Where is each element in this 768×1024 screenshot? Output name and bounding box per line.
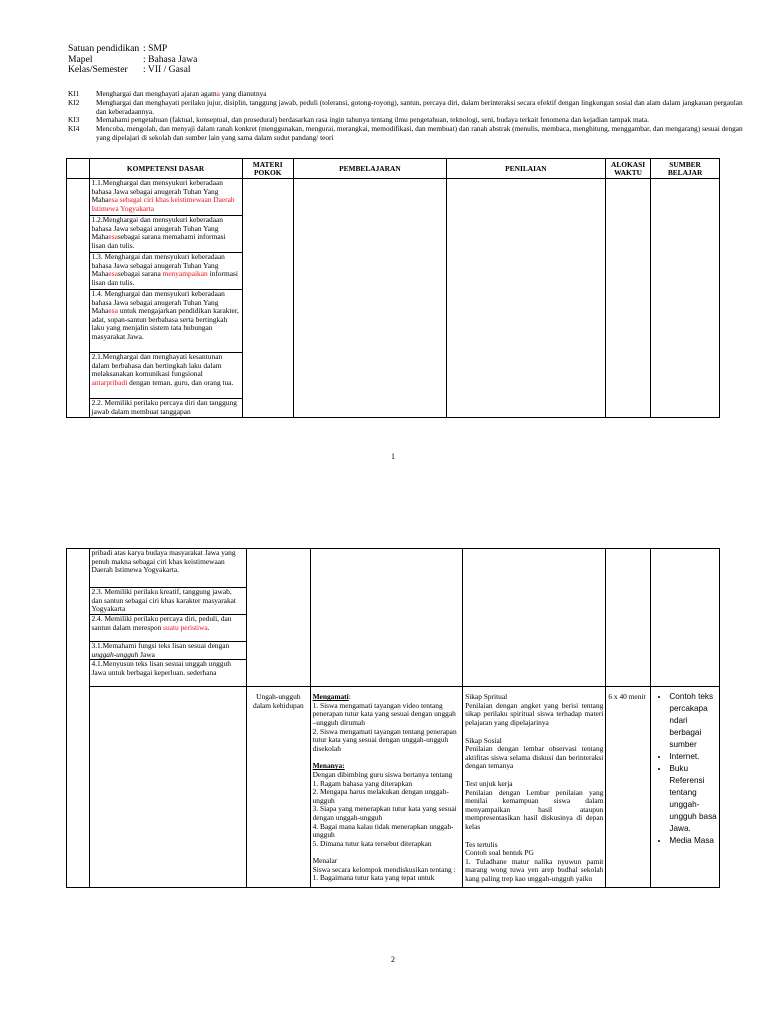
- ki1-row: KI1 Menghargai dan menghayati ajaran agama yang dianutnya: [68, 89, 267, 98]
- materi-cell: Ungah-ungguh dalam kehidupan: [247, 687, 310, 888]
- kd-cell: 2.4. Memiliki perilaku percaya diri, peduli, dan santun dalam merespon suatu peristiwa.: [89, 615, 247, 642]
- mapel-row: Mapel : Bahasa Jawa: [68, 53, 198, 65]
- penilaian-column-header: PENILAIAN: [446, 159, 605, 179]
- kd-column-header: KOMPETENSI DASAR: [89, 159, 242, 179]
- table-row: [67, 179, 720, 216]
- document-header: [68, 44, 748, 76]
- pembelajaran-cell: Mengamati: 1. Siswa mengamati tayangan video tentang penerapan tutur kata yang sesuai dengan unggah –ungguh dirumah 2. Siswa mengamati tayangan tentang penerapan tutur kata yang sesuai dengan unggah-ungguh disekolah Menanya: Dengan dibimbing guru siswa bertanya tentang 1. Ragam bahasa yang diterapkan 2. Mengapa harus melakukan dengan unggah-ungguh 3. Siapa yang menerapkan tutur kata yang sesuai dengan unggah-ungguh 4. Bagai mana kalau tidak menerapkan unggah-ungguh 5. Dimana tutur kata tersebut diterapkan Menalar Siswa secara kelompok mendiskusikan tentang : 1. Bagaimana tutur kata yang tepat untuk: [310, 687, 463, 888]
- kd-cell: pribadi atas karya budaya masyarakat Jawa yang penuh makna sebagai ciri khas keistimewaan Daerah Istimewa Yogyakarta.: [89, 549, 247, 588]
- kd-cell: 2.3. Memiliki perilaku kreatif, tanggung jawab, dan santun sebagai ciri khas karakter masyarakat Yogyakarta: [89, 588, 247, 615]
- kd-cell: 1.4. Menghargai dan mensyukuri keberadaan bahasa Jawa sebagai anugerah Tuhan Yang Mahaesa untuk mengajarkan pendidikan karakter, adat, sopan-santun berbahasa serta bertingkah laku yang menjalin sistem tata hubungan masyarakat Jawa.: [89, 290, 242, 353]
- ki2-row: KI2 Menghargai dan menghayati perilaku jujur, disiplin, tanggung jawab, peduli (toleransi, gotong-royong), santun, percaya diri, dalam berinteraksi secara efektif dengan lingkungan sosial dan alam dalam jangkauan pergaulan dan keberadaannya.: [68, 97, 743, 116]
- silabus-table-page1: [66, 158, 720, 418]
- kd-cell: 2.2. Memiliki perilaku percaya diri dan tanggung jawab dalam membuat tanggapan: [89, 399, 242, 418]
- materi-column-header: MATERI POKOK: [242, 159, 293, 179]
- kd-cell: 2.1.Menghargai dan menghayati kesantunan dalam berbahasa dan bertingkah laku dalam melaksanakan komunikasi fungsional antarpribadi dengan teman, guru, dan orang tua.: [89, 353, 242, 399]
- alokasi-cell: 6 x 40 menit: [606, 687, 651, 888]
- kd-cell: 1.3. Menghargai dan mensyukuri keberadaan bahasa Jawa sebagai anugerah Tuhan Yang Mahaesasebagai sarana menyampaikan informasi lisan dan tulis.: [89, 253, 242, 290]
- sumber-item: • Internet.: [669, 751, 717, 763]
- sumber-item: • Media Masa: [669, 835, 717, 847]
- no-column-header: [67, 159, 90, 179]
- sumber-item: • Contoh teks percakapa ndari berbagai sumber: [669, 691, 717, 751]
- kompetensi-inti: [68, 90, 743, 143]
- kd-cell: 3.1.Memahami fungsi teks lisan sesuai dengan unggah-ungguh Jawa: [89, 642, 247, 660]
- satuan-row: Satuan pendidikan : SMP: [68, 43, 168, 54]
- table-row: [67, 687, 720, 888]
- sumber-cell: [651, 687, 720, 888]
- penilaian-cell: Sikap Spritual Penilaian dengan angket yang berisi tentang sikap perilaku spiritual siswa terhadap materi pelajaran yang dipelajarinya Sikap Sosial Penilaian dengan lembar observasi tentang aktifitas siswa selama diskusi dan berinteraksi dengan temanya Test unjuk kerja Penilaian dengan Lembar penilaian yang menilai kemampuan siswa dalam menyampaikan hasil ataupun mempresentasikan hasil diskusinya di depan kelas Tes tertulis Contoh soal bentuk PG 1. Tuladhane matur nalika nyuwun pamit marang wong tuwa yen arep budhal sekolah kang paling trep kao unggah-ungguh yaiku: [463, 687, 606, 888]
- page-number: 1: [391, 452, 395, 461]
- alokasi-column-header: ALOKASI WAKTU: [605, 159, 650, 179]
- kd-cell: 4.1.Menyusun teks lisan sesuai unggah ungguh Jawa untuk berbagai keperluan. sederhana: [89, 660, 247, 687]
- sumber-column-header: SUMBER BELAJAR: [651, 159, 720, 179]
- kd-cell: 1.2.Menghargai dan mensyukuri keberadaan bahasa Jawa sebagai anugerah Tuhan Yang Mahaesasebagai sarana memahami informasi lisan dan tulis.: [89, 216, 242, 253]
- table-row: [67, 549, 720, 588]
- silabus-table-page2: [66, 548, 720, 888]
- kelas-row: Kelas/Semester : VII / Gasal: [68, 64, 191, 76]
- ki3-row: KI3 Memahami pengetahuan (faktual, konseptual, dan prosedural) berdasarkan rasa ingin tahunya tentang ilmu pengetahuan, teknologi, seni, budaya terkait fenomena dan kejadian tampak mata.: [68, 115, 649, 125]
- kd-cell: 1.1.Menghargai dan mensyukuri keberadaan bahasa Jawa sebagai anugerah Tuhan Yang Mahaesa sebagai ciri khas keistimewaan Daerah Istimewa Yogyakarta: [89, 179, 242, 216]
- pembelajaran-column-header: PEMBELAJARAN: [293, 159, 446, 179]
- sumber-item: • Buku Referensi tentang unggah-ungguh basa Jawa.: [669, 763, 717, 835]
- table-header-row: [67, 159, 720, 179]
- ki4-row: KI4 Mencoba, mengolah, dan menyaji dalam ranah konkret (menggunakan, mengurai, merangkai, memodifikasi, dan membuat) dan ranah abstrak (menulis, membaca, menghitung, menggambar, dan mengarang) sesuai dengan yang dipelajari di sekolah dan sumber lain yang sama dalam sudut pandang/ teori: [68, 124, 743, 142]
- page-number: 2: [391, 955, 395, 964]
